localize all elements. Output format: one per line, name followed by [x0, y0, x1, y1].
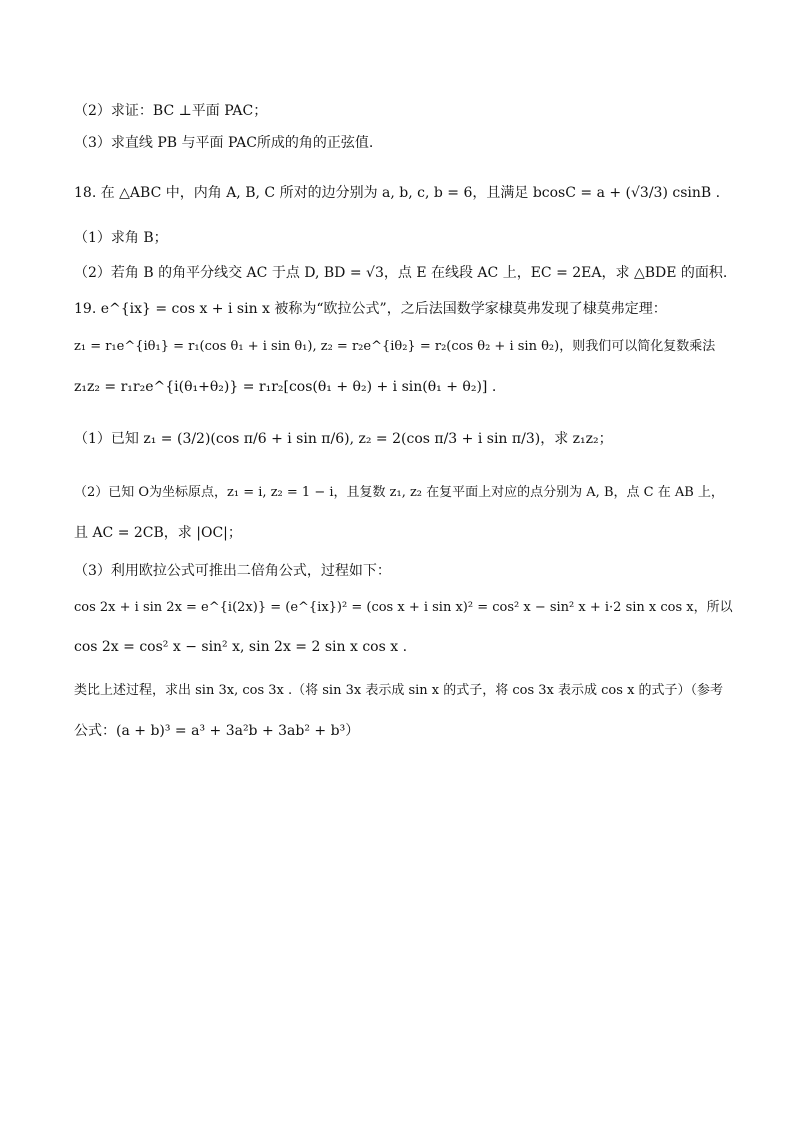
text-line: 19. e^{ix} = cos x + i sin x 被称为“欧拉公式”，之后法国数学家棣莫弗发现了棣莫弗定理： — [74, 301, 667, 317]
text-line: （2）若角 B 的角平分线交 AC 于点 D, BD = √3，点 E 在线段 AC 上，EC = 2EA，求 △BDE 的面积. — [74, 265, 728, 281]
text-line: cos 2x + i sin 2x = e^{i(2x)} = (e^{ix})² = (cos x + i sin x)² = cos² x − sin² x + i·2 sin x cos x，所以 — [74, 600, 733, 615]
text-line: 且 AC = 2CB，求 |OC|； — [74, 525, 242, 541]
text-line: （1）求角 B； — [74, 230, 168, 246]
text-line: （2）已知 O为坐标原点，z₁ = i, z₂ = 1 − i，且复数 z₁, z₂ 在复平面上对应的点分别为 A, B，点 C 在 AB 上， — [74, 485, 724, 500]
text-line: 类比上述过程，求出 sin 3x, cos 3x .（将 sin 3x 表示成 sin x 的式子，将 cos 3x 表示成 cos x 的式子）（参考 — [74, 683, 724, 698]
text-line: （2）求证：BC ⊥平面 PAC； — [74, 103, 268, 119]
text-line: 公式：(a + b)³ = a³ + 3a²b + 3ab² + b³） — [74, 723, 360, 739]
text-line: cos 2x = cos² x − sin² x, sin 2x = 2 sin x cos x . — [74, 639, 408, 655]
text-line: z₁z₂ = r₁r₂e^{i(θ₁+θ₂)} = r₁r₂[cos(θ₁ + θ₂) + i sin(θ₁ + θ₂)] . — [74, 379, 497, 395]
text-line: 18. 在 △ABC 中，内角 A, B, C 所对的边分别为 a, b, c, b = 6，且满足 bcosC = a + (√3/3) csinB . — [74, 185, 721, 201]
text-line: （3）利用欧拉公式可推出二倍角公式，过程如下： — [74, 563, 391, 579]
text-line: （1）已知 z₁ = (3/2)(cos π/6 + i sin π/6), z₂ = 2(cos π/3 + i sin π/3)，求 z₁z₂； — [74, 431, 613, 447]
text-line: （3）求直线 PB 与平面 PAC所成的角的正弦值. — [74, 135, 374, 151]
text-line: z₁ = r₁e^{iθ₁} = r₁(cos θ₁ + i sin θ₁), z₂ = r₂e^{iθ₂} = r₂(cos θ₂ + i sin θ₂)，则我们可以简化复数乘法 — [74, 339, 716, 354]
